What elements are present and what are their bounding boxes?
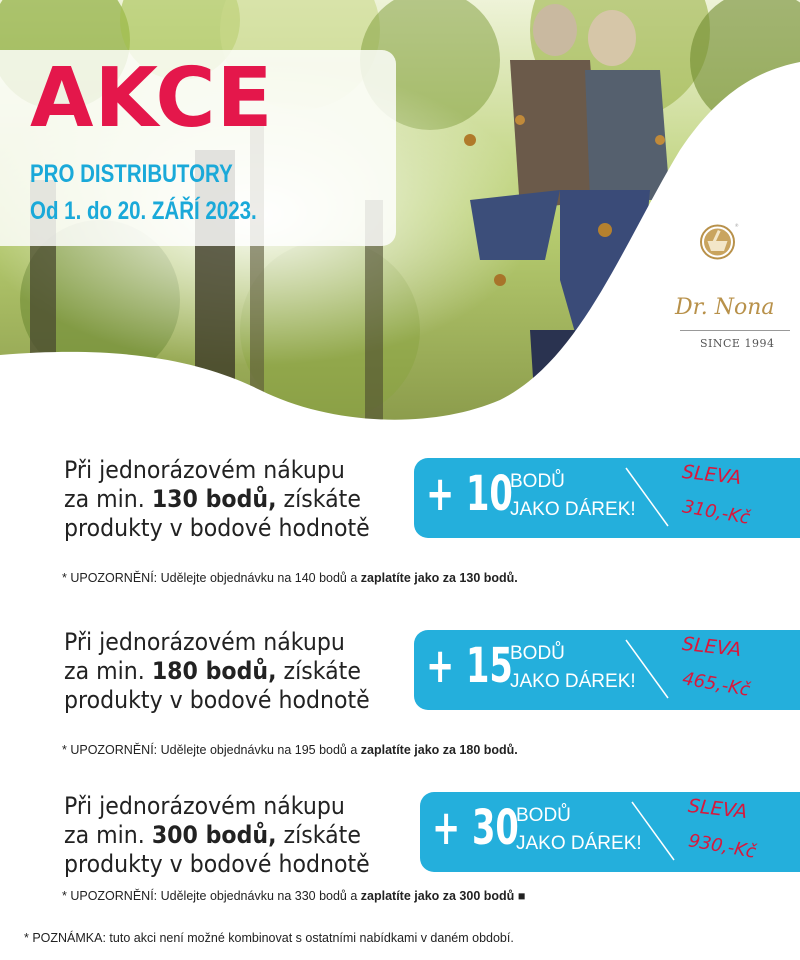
offer-3-line1: Při jednorázovém nákupu [64,792,345,820]
offer-3-line3: produkty v bodové hodnotě [64,850,370,878]
divider-slash-icon [624,638,674,702]
offer-1-bonus: + 10 [426,466,513,522]
offer-3-gift: BODŮ JAKO DÁREK! [516,805,642,854]
mortar-logo-icon [690,222,770,292]
offer-3-text [64,792,370,879]
registered-mark: ® [735,223,739,228]
hero-banner [0,0,800,430]
offer-3-note: * UPOZORNĚNÍ: Udělejte objednávku na 330 bodů a zaplatíte jako za 300 bodů ■ [62,889,526,903]
footer-note: * POZNÁMKA: tuto akci není možné kombinovat s ostatními nabídkami v daném období. [24,931,514,945]
date-range: Od 1. do 20. ZÁŘÍ 2023. [30,197,257,225]
offer-1-text [64,456,370,543]
offer-1-line1: Při jednorázovém nákupu [64,456,345,484]
offer-2-line3: produkty v bodové hodnotě [64,686,370,714]
offer-2-line1: Při jednorázovém nákupu [64,628,345,656]
divider-slash-icon [630,800,680,864]
offer-1-line2: za min. 130 bodů, získáte [64,485,361,513]
offer-2-text [64,628,370,715]
offer-3-bonus: + 30 [432,800,519,856]
divider-slash-icon [624,466,674,530]
offer-2-badge [414,630,800,710]
offer-1-discount-value: 310,-Kč [680,496,752,529]
offer-1-line3: produkty v bodové hodnotě [64,514,370,542]
offer-3-discount-label: SLEVA [687,794,749,824]
offer-2-note: * UPOZORNĚNÍ: Udělejte objednávku na 195 bodů a zaplatíte jako za 180 bodů. [62,743,518,757]
offer-2-discount-label: SLEVA [681,632,743,662]
offer-2-bonus: + 15 [426,638,513,694]
offer-2-line2: za min. 180 bodů, získáte [64,657,361,685]
subtitle: PRO DISTRIBUTORY [30,160,233,188]
brand-since: SINCE 1994 [700,337,775,350]
offer-1-gift: BODŮ JAKO DÁREK! [510,471,636,520]
page-title: AKCE [30,51,274,146]
offer-3-line2: za min. 300 bodů, získáte [64,821,361,849]
offer-3-badge [420,792,800,872]
offer-2-discount-value: 465,-Kč [680,668,752,701]
offer-1-discount-label: SLEVA [681,460,743,490]
offer-1-badge [414,458,800,538]
offer-3-discount-value: 930,-Kč [686,830,758,863]
offer-2-gift: BODŮ JAKO DÁREK! [510,643,636,692]
brand-name: Dr. Nona [675,295,775,320]
offer-1-note: * UPOZORNĚNÍ: Udělejte objednávku na 140 bodů a zaplatíte jako za 130 bodů. [62,571,518,585]
logo-divider [680,330,790,331]
